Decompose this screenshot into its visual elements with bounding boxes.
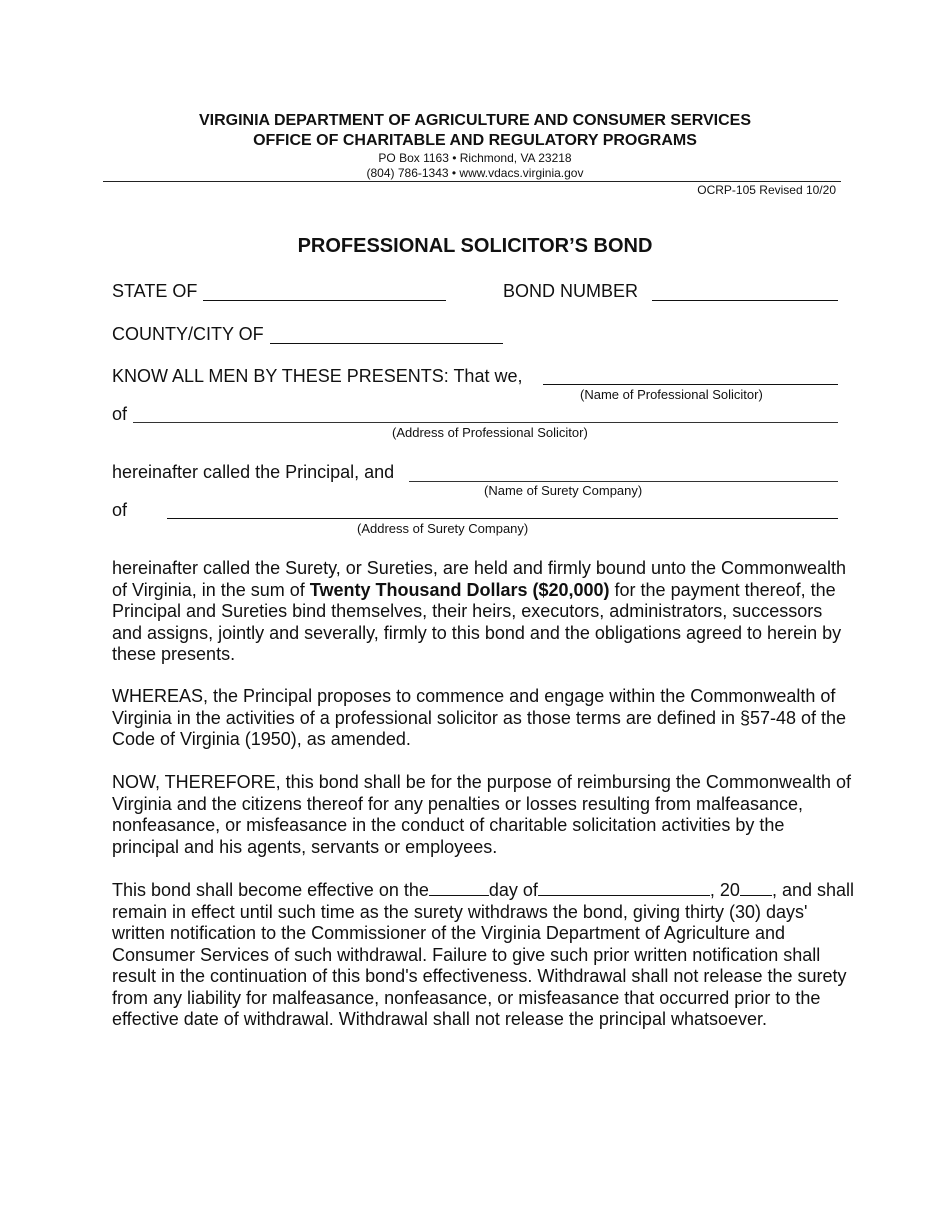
- paragraph-bond-sum-text-b: for the payment thereof, the Principal and Sureties bind themselves, their heirs, executors, administrators, successors and assigns, jointly and severally, firmly to this bond and the obligations agreed to herein by these presents.: [112, 579, 842, 664]
- effective-text-b: day of: [488, 880, 538, 900]
- solicitor-name-field[interactable]: [543, 384, 838, 385]
- page-title: PROFESSIONAL SOLICITOR’S BOND: [297, 235, 653, 257]
- paragraph-bond-sum: [112, 558, 852, 666]
- effective-day-field[interactable]: [429, 879, 489, 896]
- of-label-surety: of: [112, 500, 128, 520]
- surety-name-field[interactable]: [409, 481, 838, 482]
- bond-amount: Twenty Thousand Dollars ($20,000): [309, 579, 610, 600]
- surety-address-field[interactable]: [167, 518, 838, 519]
- effective-text-d: , and shall remain in effect until such time as the surety withdraws the bond, giving thirty (30) days' written notification to the Commissioner of the Virginia Department of Agriculture and Consumer Services of such withdrawal. Failure to give such prior written notification shall result in the continuation of this bond's effectiveness. Withdrawal shall not release the surety from any liability for malfeasance, nonfeasance, or misfeasance that occurred prior to the effective date of withdrawal. Withdrawal shall not release the principal whatsoever.: [112, 880, 855, 1029]
- office-name: OFFICE OF CHARITABLE AND REGULATORY PROGRAMS: [253, 132, 697, 149]
- bond-number-field[interactable]: [652, 300, 838, 301]
- paragraph-now-therefore: NOW, THEREFORE, this bond shall be for the purpose of reimbursing the Commonwealth of Virginia and the citizens thereof for any penalties or losses resulting from malfeasance, nonfeasance, or misfeasance in the conduct of charitable solicitation activities by the principal and his agents, servants or employees.: [112, 772, 851, 857]
- bond-number-label: BOND NUMBER: [503, 281, 639, 301]
- form-number: OCRP-105 Revised 10/20: [697, 183, 836, 197]
- state-field[interactable]: [203, 300, 446, 301]
- solicitor-name-caption: (Name of Professional Solicitor): [580, 387, 763, 402]
- effective-text-c: , 20: [709, 880, 740, 900]
- effective-month-field[interactable]: [538, 879, 710, 896]
- principal-label: hereinafter called the Principal, and: [112, 462, 395, 482]
- surety-name-caption: (Name of Surety Company): [484, 483, 643, 498]
- solicitor-address-caption: (Address of Professional Solicitor): [392, 425, 588, 440]
- effective-text-a: This bond shall become effective on the: [112, 880, 429, 900]
- paragraph-effective-date: [112, 879, 857, 1031]
- effective-year-field[interactable]: [740, 879, 772, 896]
- agency-name: VIRGINIA DEPARTMENT OF AGRICULTURE AND CONSUMER SERVICES: [198, 112, 752, 129]
- of-label-solicitor: of: [112, 404, 128, 424]
- know-all-label: KNOW ALL MEN BY THESE PRESENTS: That we,: [112, 366, 523, 386]
- paragraph-whereas: WHEREAS, the Principal proposes to commence and engage within the Commonwealth of Virginia in the activities of a professional solicitor as those terms are defined in §57-48 of the Code of Virginia (1950), as amended.: [112, 686, 847, 749]
- paragraph-bond-sum-text-a: hereinafter called the Surety, or Sureties, are held and firmly bound unto the Commonwealth of Virginia, in the sum of: [112, 558, 847, 600]
- county-label: COUNTY/CITY OF: [112, 324, 264, 344]
- solicitor-address-field[interactable]: [133, 422, 838, 423]
- contact-line: (804) 786-1343 • www.vdacs.virginia.gov: [366, 166, 584, 180]
- surety-address-caption: (Address of Surety Company): [357, 521, 529, 536]
- header-divider: [103, 181, 841, 182]
- state-label: STATE OF: [112, 281, 198, 301]
- mailing-address: PO Box 1163 • Richmond, VA 23218: [378, 151, 572, 165]
- county-field[interactable]: [270, 343, 503, 344]
